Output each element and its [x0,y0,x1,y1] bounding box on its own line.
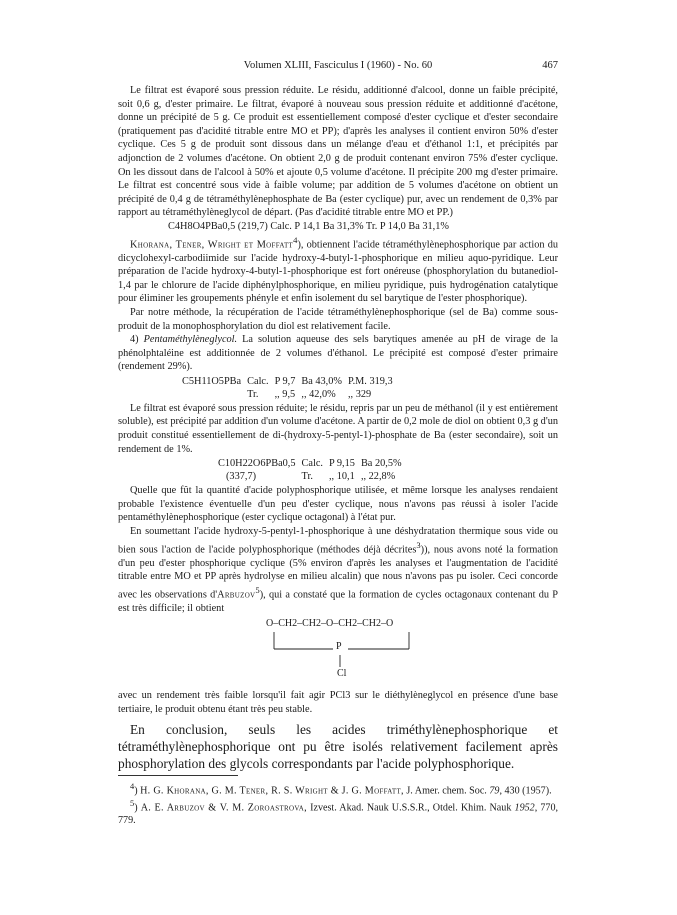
footnote-volume: 79 [489,785,500,796]
calc-p: P 9,7 [274,375,296,387]
footnote-number: 5 [130,799,135,808]
phosphorus-atom: P [336,641,342,653]
found-label: Tr. [247,388,259,400]
found-label: Tr. [301,471,313,483]
paragraph [118,525,558,615]
paragraph-text: )), nous avons noté la formation d'un peu d'ester phosphorique cyclique (5% environ d'après les analyses et l'augmentation de l'acidité titrable entre MO et PP après hydrolyse en milieu alcalin) que nous n'avons pas pu isoler. Ceci concorde avec les observations d' [118,544,558,601]
analysis-table [118,375,558,401]
footnote-rest: , 430 (1957). [499,785,552,796]
reference-marker: 5 [255,584,260,595]
paragraph-text: La solution aqueuse des sels barytiques amenée au pH de virage de la phénolphtaléine est additionnée de 2 volumes d'éthanol. Le précipité est composé d'ester primaire (rendement 29%). [118,334,558,373]
calc-label: Calc. [301,458,323,470]
found-p: ,, 9,5 [274,388,296,400]
paragraph-text: En soumettant l'acide hydroxy-5-pentyl-1-phosphorique à une déshydratation thermique sous vide ou bien sous l'action de l'acide polyphosphorique (méthodes déjà décrites [118,526,558,556]
reference-marker: 4 [293,234,298,245]
paragraph-text: ), obtiennent l'acide tétraméthylènephosphorique par action du dicyclohexyl-carbodiimide sur l'acide hydroxy-4-butyl-1-phosphorique en milieu aquo-pyridique. Leur préparation de l'acide hydroxy-4-butyl-1-phosphorique est fort onéreuse (phosphorylation du butanediol-1,4 par le chlorure de l'acide diphénylphosphorique, en milieu pyridique, puis hydrogénation catalytique pour éliminer les groupements phényle et enfin isolement du sel barytique de l'ester phosphorique). [118,238,558,305]
found-p: ,, 10,1 [328,471,355,483]
paragraph: avec un rendement très faible lorsqu'il fait agir PCl3 sur le diéthylèneglycol en présence d'une base tertiaire, le produit obtenu étant très peu stable. [118,690,558,716]
author-names: Khorana, Tener, Wright et Moffatt [130,238,294,250]
formula: C10H22O6PBa0,5 [218,458,296,470]
footnote: $^5$) A. E. Arbuzov & V. M. Zoroastrova, Izvest. Akad. Nauk U.S.S.R., Otdel. Khim. Nauk 1952, 770, 779. [118,799,559,827]
chemical-structure [118,617,558,687]
running-header [118,60,558,74]
paragraph: Le filtrat est évaporé sous pression réduite. Le résidu, additionné d'alcool, donne un faible précipité, soit 0,6 g, d'ester primaire. Le filtrat, évaporé à nouveau sous pression réduite et additionné d'acétone, donne un précipité de 5 g. Ce produit est essentiellement composé d'ester cyclique et d'ester secondaire (pratiquement pas d'acidité titrable entre MO et PP); d'après les analyses il contient environ 50% d'ester cyclique. Ces 5 g de produit sont dissous dans un mélange d'eau et d'éthanol 1:1, et précipités par adjonction de 2 volumes d'acétone. On obtient 2,0 g de produit contenant environ 75% d'ester cyclique. On les dissout dans de l'alcool à 50% et ajoute 0,5 volume d'acétone. Il précipite 200 mg d'ester primaire. Le filtrat est concentré sous vide à faible volume; par addition de 5 volumes d'acétone on obtient un précipité de 0,4 g de tétraméthylènephosphate de Ba (ester cyclique) pur, avec un rendement de 0,3% par rapport au tétraméthylèneglycol de départ. (Pas d'acidité titrable entre MO et PP.) [118,85,558,219]
page-number: 467 [542,60,558,71]
footnote-source: Izvest. Akad. Nauk U.S.S.R., Otdel. Khim. Nauk [306,802,515,814]
footnote-volume: 1952 [514,802,535,814]
footnote-authors: A. E. Arbuzov & V. M. Zoroastrova, [140,802,307,814]
chlorine-atom: Cl [337,668,347,680]
author-names: Arbuzov [217,589,256,601]
section-title: Pentaméthylèneglycol. [143,334,238,346]
footnote-rest: , 770, 779. [118,802,559,827]
footnote-authors: H. G. Khorana, G. M. Tener, R. S. Wright & J. G. Moffatt, [140,785,404,796]
calc-ba: Ba 43,0% [301,375,342,387]
article-body [118,84,558,827]
paragraph [118,333,558,374]
calc-ba: Ba 20,5% [360,458,402,470]
calc-label: Calc. [247,375,269,387]
analysis-table [118,457,558,483]
paragraph: Le filtrat est évaporé sous pression réduite; le résidu, repris par un peu de méthanol (il y est entièrement soluble), est précipité par addition d'un volume d'acétone. A partir de 0,2 mole de diol on obtient 0,3 g d'un produit constitué essentiellement de di-(hydroxy-5-pentyl-1)-phosphate de Ba (ester secondaire), soit un rendement de 1%. [118,402,558,455]
calc-p: P 9,15 [328,458,355,470]
journal-citation: Volumen XLIII, Fasciculus I (1960) - No. 60 [243,60,433,71]
paragraph-text: ), qui a constaté que la formation de cycles octagonaux contenant du P est très difficile; il obtient [118,589,558,614]
paragraph: Quelle que fût la quantité d'acide polyphosphorique utilisée, et même lorsque les analyses rendaient probable l'existence éventuelle d'un peu d'ester cyclique, nous n'avons pas réussi à isoler l'acide pentaméthylènephosphorique (ester cyclique octagonal) à l'état pur. [118,485,558,524]
found-ba: ,, 22,8% [360,471,396,483]
found-ba: ,, 42,0% [301,388,336,400]
formula: C5H11O5PBa [182,375,242,387]
analysis-line [118,220,558,234]
footnote-number: 4 [130,781,135,791]
footnote-separator [118,775,238,776]
reference-marker: 3 [416,539,421,550]
paragraph [118,234,558,306]
conclusion-paragraph: En conclusion, seuls les acides triméthylènephosphorique et tétraméthylènephosphorique ont pu être isolés relativement facilement après phosphorylation des glycols correspondants par l'acide polyphosphorique. [118,721,558,771]
section-number: 4) [130,334,144,346]
molecular-weight: P.M. 319,3 [347,375,393,387]
paragraph: Par notre méthode, la récupération de l'acide tétraméthylènephosphorique (sel de Ba) comme sous-produit de la monophosphorylation du diol est relativement facile. [118,306,558,332]
footnote-source: J. Amer. chem. Soc. [403,785,490,796]
footnote: $^4$) H. G. Khorana, G. M. Tener, R. S. Wright & J. G. Moffatt, J. Amer. chem. Soc. 79, 430 (1957). [130,781,552,796]
analysis-text: C4H8O4PBa0,5 (219,7) Calc. P 14,1 Ba 31,3% Tr. P 14,0 Ba 31,1% [168,220,449,232]
found-mw: ,, 329 [347,388,372,400]
ring-atoms: O–CH2–CH2–O–CH2–CH2–O [266,618,394,630]
molecular-weight: (337,7) [226,471,257,483]
